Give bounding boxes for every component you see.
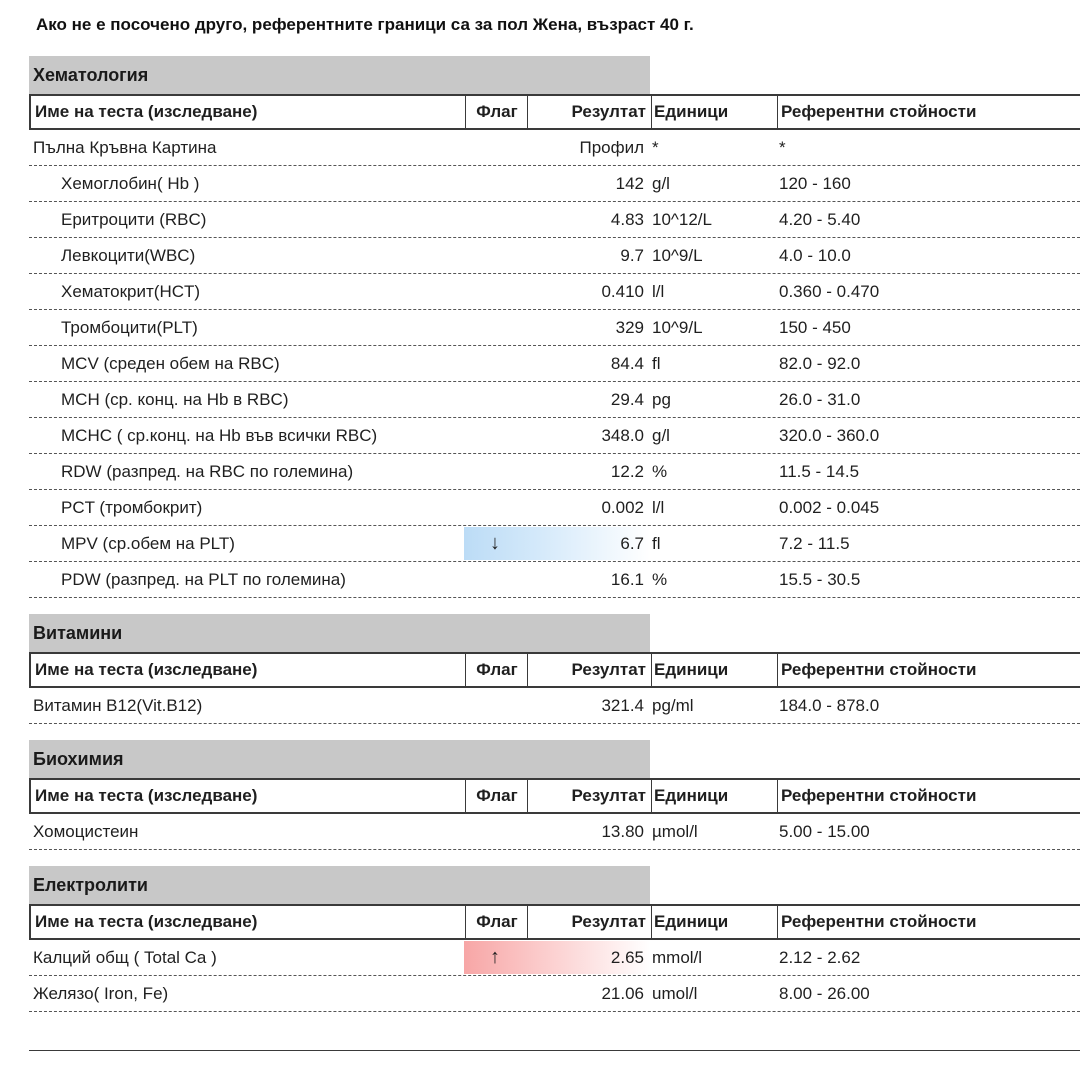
header-units: Единици bbox=[654, 660, 729, 679]
test-name: MCH (ср. конц. на Hb в RBC) bbox=[61, 389, 289, 409]
arrow-up-icon: ↑ bbox=[490, 946, 500, 968]
test-name: MCHC ( ср.конц. на Hb във всички RBC) bbox=[61, 425, 378, 445]
units-value: l/l bbox=[652, 281, 665, 301]
test-name: Хемоглобин( Hb ) bbox=[61, 173, 200, 193]
reference-range: 184.0 - 878.0 bbox=[779, 695, 880, 715]
reference-range: 2.12 - 2.62 bbox=[779, 947, 861, 967]
column-divider bbox=[527, 780, 528, 812]
table-row bbox=[29, 814, 1080, 850]
flag-cell bbox=[464, 418, 526, 453]
reference-range: 26.0 - 31.0 bbox=[779, 389, 861, 409]
units-value: 10^12/L bbox=[652, 209, 712, 229]
reference-range: 5.00 - 15.00 bbox=[779, 821, 870, 841]
column-divider bbox=[465, 906, 466, 938]
result-value: 21.06 bbox=[601, 983, 644, 1003]
test-name: RDW (разпред. на RBC по големина) bbox=[61, 461, 354, 481]
column-divider bbox=[465, 654, 466, 686]
table-header bbox=[29, 778, 1080, 814]
flag-cell bbox=[464, 346, 526, 381]
table-row bbox=[29, 490, 1080, 526]
reference-range: 4.0 - 10.0 bbox=[779, 245, 851, 265]
header-reference: Референтни стойности bbox=[781, 102, 977, 121]
section-title: Витамини bbox=[29, 614, 650, 652]
table-row bbox=[29, 976, 1080, 1012]
units-value: fl bbox=[652, 533, 661, 553]
result-value: 29.4 bbox=[610, 389, 644, 409]
section-title: Хематология bbox=[29, 56, 650, 94]
flag-cell bbox=[464, 454, 526, 489]
header-name: Име на теста (изследване) bbox=[35, 786, 258, 805]
table-row bbox=[29, 940, 1080, 976]
column-divider bbox=[651, 96, 652, 128]
test-name: Витамин B12(Vit.B12) bbox=[33, 695, 203, 715]
header-units: Единици bbox=[654, 912, 729, 931]
units-value: µmol/l bbox=[652, 821, 698, 841]
test-name: Пълна Кръвна Картина bbox=[33, 137, 217, 157]
column-divider bbox=[651, 654, 652, 686]
reference-range: 7.2 - 11.5 bbox=[779, 533, 850, 553]
section-1 bbox=[29, 614, 1080, 724]
table-row bbox=[29, 274, 1080, 310]
table-row bbox=[29, 166, 1080, 202]
flag-cell bbox=[464, 202, 526, 237]
result-value: 348.0 bbox=[601, 425, 644, 445]
flag-cell bbox=[464, 274, 526, 309]
units-value: g/l bbox=[652, 173, 670, 193]
header-result: Резултат bbox=[571, 912, 646, 931]
column-divider bbox=[465, 780, 466, 812]
units-value: 10^9/L bbox=[652, 317, 703, 337]
header-name: Име на теста (изследване) bbox=[35, 660, 258, 679]
header-units: Единици bbox=[654, 102, 729, 121]
units-value: pg bbox=[652, 389, 671, 409]
section-2 bbox=[29, 740, 1080, 850]
test-name: Желязо( Iron, Fe) bbox=[33, 983, 169, 1003]
result-value: 9.7 bbox=[620, 245, 644, 265]
result-value: 321.4 bbox=[601, 695, 644, 715]
reference-range: * bbox=[779, 137, 786, 157]
table-row bbox=[29, 688, 1080, 724]
header-result: Резултат bbox=[571, 102, 646, 121]
test-name: MCV (среден обем на RBC) bbox=[61, 353, 280, 373]
test-name: Хематокрит(HCT) bbox=[61, 281, 201, 301]
reference-range: 0.360 - 0.470 bbox=[779, 281, 880, 301]
column-divider bbox=[527, 906, 528, 938]
test-name: PDW (разпред. на PLT по големина) bbox=[61, 569, 346, 589]
units-value: fl bbox=[652, 353, 661, 373]
units-value: % bbox=[652, 569, 668, 589]
table-header bbox=[29, 652, 1080, 688]
column-divider bbox=[777, 96, 778, 128]
section-3 bbox=[29, 866, 1080, 1012]
reference-range: 4.20 - 5.40 bbox=[779, 209, 861, 229]
flag-cell bbox=[464, 166, 526, 201]
units-value: % bbox=[652, 461, 668, 481]
reference-range: 150 - 450 bbox=[779, 317, 851, 337]
column-divider bbox=[465, 96, 466, 128]
column-divider bbox=[527, 654, 528, 686]
header-units: Единици bbox=[654, 786, 729, 805]
reference-range: 11.5 - 14.5 bbox=[779, 461, 860, 481]
flag-cell bbox=[464, 562, 526, 597]
header-flag: Флаг bbox=[476, 786, 518, 805]
units-value: umol/l bbox=[652, 983, 698, 1003]
test-name: Тромбоцити(PLT) bbox=[61, 317, 198, 337]
header-reference: Референтни стойности bbox=[781, 660, 977, 679]
table-row bbox=[29, 454, 1080, 490]
column-divider bbox=[777, 906, 778, 938]
table-row bbox=[29, 346, 1080, 382]
flag-cell bbox=[464, 310, 526, 345]
test-name: PCT (тромбокрит) bbox=[61, 497, 203, 517]
reference-range: 0.002 - 0.045 bbox=[779, 497, 880, 517]
column-divider bbox=[777, 654, 778, 686]
bottom-divider bbox=[29, 1050, 1080, 1051]
header-reference: Референтни стойности bbox=[781, 912, 977, 931]
header-flag: Флаг bbox=[476, 102, 518, 121]
header-reference: Референтни стойности bbox=[781, 786, 977, 805]
units-value: pg/ml bbox=[652, 695, 694, 715]
result-value: 0.410 bbox=[601, 281, 644, 301]
result-value: 12.2 bbox=[610, 461, 644, 481]
units-value: g/l bbox=[652, 425, 670, 445]
result-value: 6.7 bbox=[620, 533, 644, 553]
header-flag: Флаг bbox=[476, 912, 518, 931]
result-value: 16.1 bbox=[610, 569, 644, 589]
table-header bbox=[29, 94, 1080, 130]
reference-range: 320.0 - 360.0 bbox=[779, 425, 880, 445]
reference-range: 15.5 - 30.5 bbox=[779, 569, 861, 589]
result-value: 329 bbox=[615, 317, 644, 337]
flag-cell bbox=[464, 814, 526, 849]
table-row bbox=[29, 526, 1080, 562]
result-value: Профил bbox=[579, 137, 644, 157]
reference-range: 8.00 - 26.00 bbox=[779, 983, 870, 1003]
flag-cell bbox=[464, 490, 526, 525]
flag-cell bbox=[464, 238, 526, 273]
header-flag: Флаг bbox=[476, 660, 518, 679]
flag-cell bbox=[464, 976, 526, 1011]
table-row bbox=[29, 382, 1080, 418]
flag-cell bbox=[464, 382, 526, 417]
section-title: Биохимия bbox=[29, 740, 650, 778]
reference-range: 82.0 - 92.0 bbox=[779, 353, 861, 373]
column-divider bbox=[651, 780, 652, 812]
header-name: Име на теста (изследване) bbox=[35, 912, 258, 931]
header-name: Име на теста (изследване) bbox=[35, 102, 258, 121]
reference-note: Ако не е посочено друго, референтните граници са за пол Жена, възраст 40 г. bbox=[36, 15, 694, 34]
units-value: 10^9/L bbox=[652, 245, 703, 265]
table-row bbox=[29, 310, 1080, 346]
result-value: 4.83 bbox=[610, 209, 644, 229]
column-divider bbox=[527, 96, 528, 128]
test-name: MPV (ср.обем на PLT) bbox=[61, 533, 235, 553]
table-row bbox=[29, 202, 1080, 238]
table-row bbox=[29, 238, 1080, 274]
flag-cell bbox=[464, 688, 526, 723]
reference-range: 120 - 160 bbox=[779, 173, 851, 193]
result-value: 84.4 bbox=[610, 353, 644, 373]
units-value: mmol/l bbox=[652, 947, 703, 967]
result-value: 0.002 bbox=[601, 497, 644, 517]
column-divider bbox=[651, 906, 652, 938]
flag-cell bbox=[464, 130, 526, 165]
table-header bbox=[29, 904, 1080, 940]
units-value: * bbox=[652, 137, 659, 157]
result-value: 13.80 bbox=[601, 821, 644, 841]
units-value: l/l bbox=[652, 497, 665, 517]
table-row bbox=[29, 418, 1080, 454]
section-title: Електролити bbox=[29, 866, 650, 904]
table-row bbox=[29, 562, 1080, 598]
test-name: Хомоцистеин bbox=[33, 821, 139, 841]
header-result: Резултат bbox=[571, 786, 646, 805]
table-row bbox=[29, 130, 1080, 166]
arrow-down-icon: ↓ bbox=[490, 532, 500, 554]
column-divider bbox=[777, 780, 778, 812]
result-value: 142 bbox=[615, 173, 644, 193]
test-name: Калций общ ( Total Ca ) bbox=[33, 947, 217, 967]
header-result: Резултат bbox=[571, 660, 646, 679]
test-name: Левкоцити(WBC) bbox=[61, 245, 196, 265]
test-name: Еритроцити (RBC) bbox=[61, 209, 207, 229]
result-value: 2.65 bbox=[610, 947, 644, 967]
section-0 bbox=[29, 56, 1080, 598]
